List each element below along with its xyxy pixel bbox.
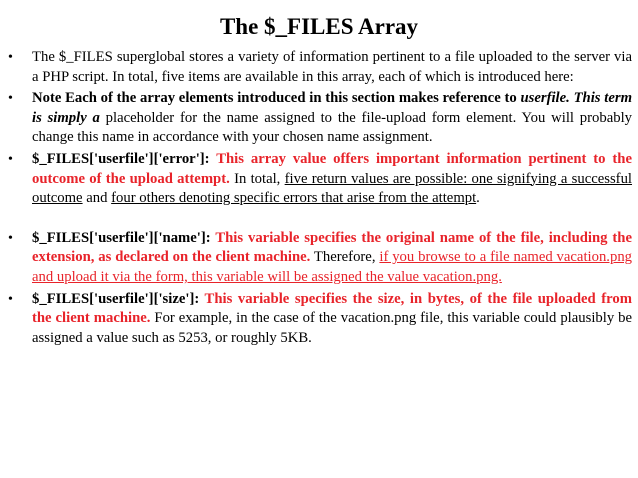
slide-title: The $_FILES Array — [219, 14, 419, 39]
bullet-item-name — [8, 229, 632, 288]
name-description: This variable specifies the original name of the file, including the extension, as declared on the client machine. — [32, 229, 632, 266]
intro-text: The $_FILES superglobal stores a variety of information pertinent to a file uploaded to the server via a PHP script. In total, five items are available in this array, each of which is introduced here: — [32, 49, 632, 85]
bullet-icon: • — [8, 291, 13, 307]
error-errors-underline: four others denoting specific errors that arise from the attempt — [111, 190, 477, 207]
size-text-1: For example, in the case of the vacation.png file, this variable could plausibly be assigned a value such as 5253, or roughly 5KB. — [32, 310, 632, 346]
error-key: $_FILES['userfile']['error']: — [32, 150, 210, 167]
note-text: placeholder for the name assigned to the file-upload form element. You will probably change this name in accordance with your chosen name assignment. — [32, 109, 632, 146]
bullet-icon: • — [8, 230, 13, 246]
error-text-2: and — [82, 190, 112, 207]
size-key: $_FILES['userfile']['size']: — [32, 290, 200, 307]
bullet-item-note — [8, 89, 632, 148]
size-description: This variable specifies the size, in bytes, of the file uploaded from the client machine. — [32, 290, 632, 327]
error-text-1: In total, — [229, 170, 285, 187]
bullet-list — [8, 48, 632, 350]
note-userfile-term: userfile. This term is simply a — [32, 90, 632, 126]
name-example-underline: if you browse to a file named vacation.png and upload it via the form, this variable will be assigned the value vacation.png. — [32, 249, 633, 285]
name-text-1: Therefore, — [310, 249, 380, 266]
bullet-item-intro — [8, 48, 632, 87]
error-success-underline: five return values are possible: one signifying a successful outcome — [32, 170, 633, 207]
error-description: This array value offers important information pertinent to the outcome of the upload attempt. — [32, 150, 632, 187]
name-key: $_FILES['userfile']['name']: — [32, 229, 211, 246]
bullet-icon: • — [8, 50, 13, 65]
error-text-3: . — [476, 190, 480, 207]
note-bold-lead: Note Each of the array elements introduced in this section makes reference to — [32, 90, 521, 107]
bullet-icon: • — [8, 151, 13, 167]
bullet-icon: • — [8, 91, 13, 107]
bullet-item-error — [8, 150, 632, 209]
bullet-item-size — [8, 290, 632, 349]
